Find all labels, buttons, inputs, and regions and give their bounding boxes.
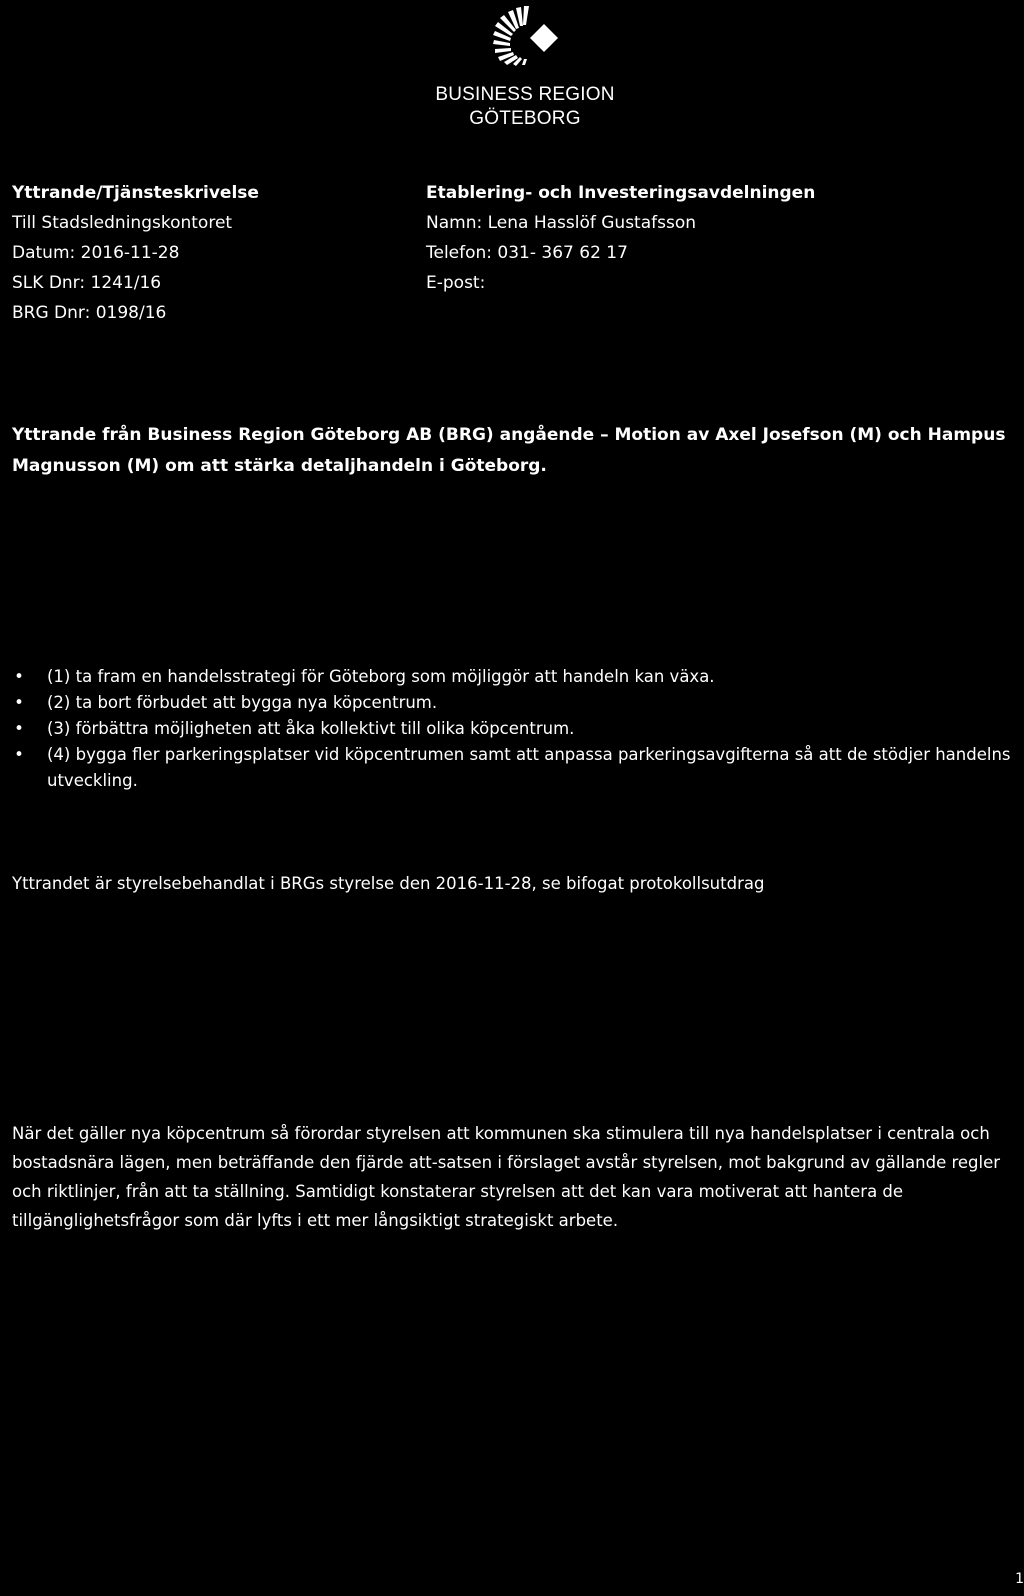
board-position-paragraph: När det gäller nya köpcentrum så förordar styrelsen att kommunen ska stimulera till nya handelsplatser i centrala och bostadsnära lägen, men beträffande den fjärde att-satsen i förslaget avstår styrelsen, mot bakgrund av gällande regler och riktlinjer, från att ta ställning. Samtidigt konstaterar styrelsen att det kan vara motiverat att hantera de tillgänglighetsfrågor som där lyfts i ett mer långsiktigt strategiskt arbete. (12, 1124, 1001, 1230)
contact-email: E-post: (426, 273, 486, 293)
document-date: Datum: 2016-11-28 (12, 243, 180, 263)
list-item-text: (1) ta fram en handelsstrategi för Göteborg som möjliggör att handeln kan växa. (47, 667, 715, 686)
document-type: Yttrande/Tjänsteskrivelse (12, 183, 259, 203)
contact-phone: Telefon: 031- 367 62 17 (426, 243, 628, 263)
bullet-icon: • (14, 719, 24, 738)
page-number: 1 (1015, 1571, 1024, 1587)
board-statement-paragraph: Yttrandet är styrelsebehandlat i BRGs styrelse den 2016-11-28, se bifogat protokollsutdrag (12, 874, 765, 893)
slk-reference-number: SLK Dnr: 1241/16 (12, 273, 162, 293)
list-item-text: (4) bygga fler parkeringsplatser vid köpcentrumen samt att anpassa parkeringsavgifterna så att de stödjer handelns utveckling. (47, 745, 1011, 790)
list-item (12, 716, 1012, 742)
logo-name-line1: BUSINESS REGION (435, 84, 615, 105)
bullet-icon: • (14, 693, 24, 712)
document-meta-right (426, 178, 1016, 298)
motion-points-list (12, 664, 1012, 794)
subject-heading: Yttrande från Business Region Göteborg AB (BRG) angående – Motion av Axel Josefson (M) och Hampus Magnusson (M) om att stärka detaljhandeln i Göteborg. (12, 425, 1006, 476)
recipient: Till Stadsledningskontoret (12, 213, 233, 233)
document-meta-left (12, 178, 402, 328)
list-item-text: (2) ta bort förbudet att bygga nya köpcentrum. (47, 693, 438, 712)
bullet-icon: • (14, 667, 24, 686)
list-item (12, 742, 1012, 794)
list-item (12, 664, 1012, 690)
list-item-text: (3) förbättra möjligheten att åka kollektivt till olika köpcentrum. (47, 719, 575, 738)
department: Etablering- och Investeringsavdelningen (426, 183, 816, 203)
list-item (12, 690, 1012, 716)
bullet-icon: • (14, 745, 24, 764)
logo-name-line2: GÖTEBORG (469, 108, 581, 129)
contact-name: Namn: Lena Hasslöf Gustafsson (426, 213, 697, 233)
brg-reference-number: BRG Dnr: 0198/16 (12, 303, 167, 323)
business-region-goteborg-logo-icon (486, 2, 572, 66)
